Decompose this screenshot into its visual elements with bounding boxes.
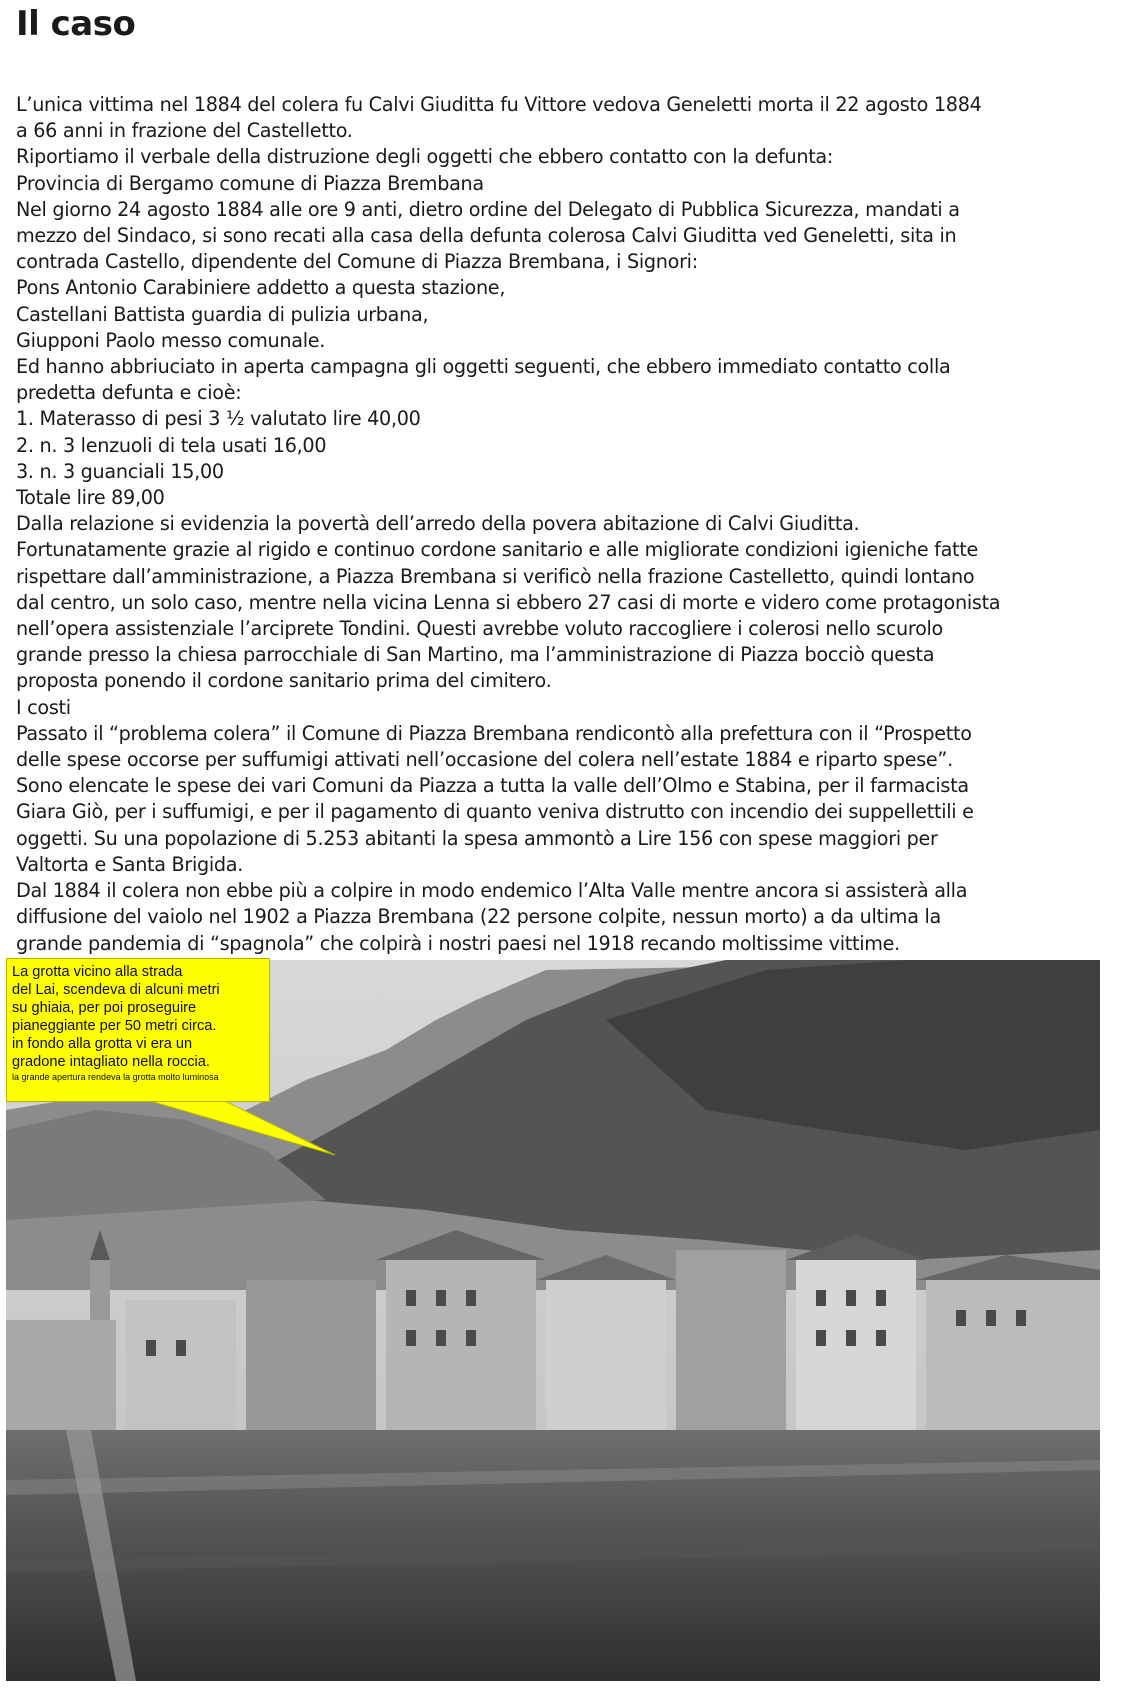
body-line: Sono elencate le spese dei vari Comuni da Piazza a tutta la valle dell’Olmo e Stabina, per il farmacista <box>16 774 969 798</box>
body-line: Fortunatamente grazie al rigido e continuo cordone sanitario e alle migliorate condizioni igieniche fatte <box>16 538 979 562</box>
body-line: Totale lire 89,00 <box>16 486 165 510</box>
callout-line: La grotta vicino alla strada <box>12 964 183 980</box>
body-line: predetta defunta e cioè: <box>16 381 242 405</box>
body-line: Provincia di Bergamo comune di Piazza Brembana <box>16 171 484 195</box>
body-line: Giara Giò, per i suffumigi, e per il pagamento di quanto veniva distrutto con incendio dei suppellettili e <box>16 800 974 824</box>
page-title: Il caso <box>16 4 136 44</box>
callout-line: in fondo alla grotta vi era un <box>12 1036 193 1052</box>
body-line: nell’opera assistenziale l’arciprete Tondini. Questi avrebbe voluto raccogliere i colerosi nello scurolo <box>16 617 943 641</box>
body-line: diffusione del vaiolo nel 1902 a Piazza Brembana (22 persone colpite, nessun morto) a da ultima la <box>16 905 941 929</box>
body-line: Passato il “problema colera” il Comune di Piazza Brembana rendicontò alla prefettura con il “Prospetto <box>16 721 972 745</box>
body-line: contrada Castello, dipendente del Comune di Piazza Brembana, i Signori: <box>16 250 698 274</box>
article-body <box>16 92 1131 957</box>
body-line: Nel giorno 24 agosto 1884 alle ore 9 anti, dietro ordine del Delegato di Pubblica Sicurezza, mandati a <box>16 197 960 221</box>
body-line: Ed hanno abbriuciato in aperta campagna gli oggetti seguenti, che ebbero immediato contatto colla <box>16 355 951 379</box>
body-line: dal centro, un solo caso, mentre nella vicina Lenna si ebbero 27 casi di morte e videro come protagonista <box>16 590 1001 614</box>
body-line: Giupponi Paolo messo comunale. <box>16 328 326 352</box>
body-line: Dal 1884 il colera non ebbe più a colpire in modo endemico l’Alta Valle mentre ancora si assisterà alla <box>16 879 968 903</box>
body-line: grande presso la chiesa parrocchiale di San Martino, ma l’amministrazione di Piazza bocciò questa <box>16 643 935 667</box>
callout-line: gradone intagliato nella roccia. <box>12 1054 210 1070</box>
body-line: Pons Antonio Carabiniere addetto a questa stazione, <box>16 276 506 300</box>
callout-line: del Lai, scendeva di alcuni metri <box>12 982 220 998</box>
callout-line: pianeggiante per 50 metri circa. <box>12 1018 217 1034</box>
body-line: L’unica vittima nel 1884 del colera fu Calvi Giuditta fu Vittore vedova Geneletti morta il 22 agosto 1884 <box>16 93 982 116</box>
body-line: I costi <box>16 695 71 719</box>
body-line: Castellani Battista guardia di pulizia urbana, <box>16 302 429 326</box>
body-line: Valtorta e Santa Brigida. <box>16 852 244 876</box>
body-line: Riportiamo il verbale della distruzione degli oggetti che ebbero contatto con la defunta: <box>16 145 834 169</box>
body-line: 2. n. 3 lenzuoli di tela usati 16,00 <box>16 433 327 457</box>
body-line: mezzo del Sindaco, si sono recati alla casa della defunta colerosa Calvi Giuditta ved Geneletti, sita in <box>16 224 957 248</box>
body-line: oggetti. Su una popolazione di 5.253 abitanti la spesa ammontò a Lire 156 con spese maggiori per <box>16 826 938 850</box>
body-line: grande pandemia di “spagnola” che colpirà i nostri paesi nel 1918 recando moltissime vittime. <box>16 931 900 955</box>
callout-line: su ghiaia, per poi proseguire <box>12 1000 197 1016</box>
body-line: rispettare dall’amministrazione, a Piazza Brembana si verificò nella frazione Castelletto, quindi lontano <box>16 564 975 588</box>
body-line: 1. Materasso di pesi 3 ½ valutato lire 40,00 <box>16 407 421 431</box>
body-line: proposta ponendo il cordone sanitario prima del cimitero. <box>16 669 552 693</box>
callout-note: la grande apertura rendeva la grotta molto luminosa <box>12 1072 219 1082</box>
photo-callout <box>6 958 270 1102</box>
body-line: a 66 anni in frazione del Castelletto. <box>16 119 353 143</box>
body-line: Dalla relazione si evidenzia la povertà dell’arredo della povera abitazione di Calvi Giuditta. <box>16 512 860 536</box>
body-line: delle spese occorse per suffumigi attivati nell’occasione del colera nell’estate 1884 e riparto spese”. <box>16 748 953 772</box>
body-line: 3. n. 3 guanciali 15,00 <box>16 459 224 483</box>
